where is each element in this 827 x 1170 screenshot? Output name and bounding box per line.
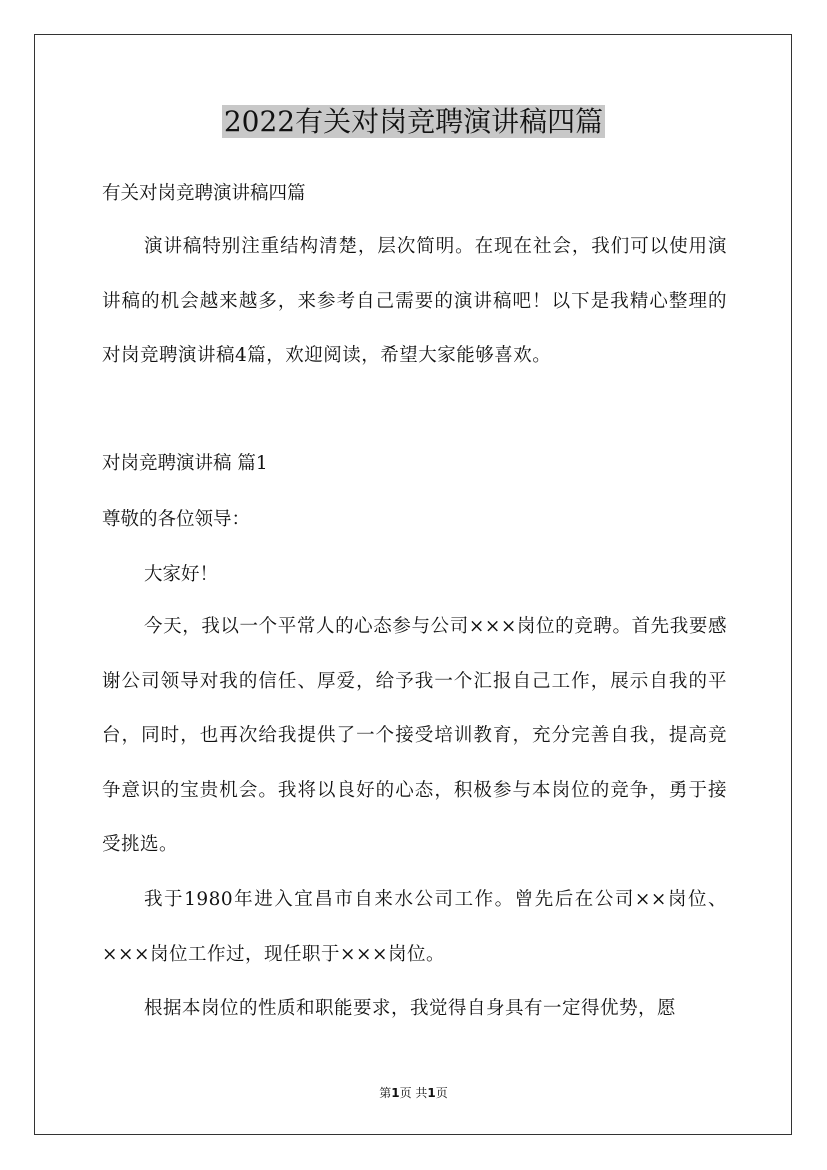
body-paragraph-2: 我于1980年进入宜昌市自来水公司工作。曾先后在公司××岗位、×××岗位工作过，现任职于×××岗位。 — [102, 889, 727, 965]
page-footer — [0, 1084, 827, 1102]
section-heading: 对岗竞聘演讲稿 篇1 — [102, 453, 268, 474]
footer-suffix: 页 — [435, 1086, 448, 1100]
footer-mid: 页 共 — [399, 1086, 428, 1100]
footer-page-total: 1 — [427, 1086, 436, 1100]
footer-page-current: 1 — [391, 1086, 400, 1100]
salutation: 尊敬的各位领导： — [102, 509, 251, 530]
body-paragraph-1: 今天，我以一个平常人的心态参与公司×××岗位的竞聘。首先我要感谢公司领导对我的信任、厚爱，给予我一个汇报自己工作，展示自我的平台，同时，也再次给我提供了一个接受培训教育，充分完善自我，提高竞争意识的宝贵机会。我将以良好的心态，积极参与本岗位的竞争，勇于接受挑选。 — [102, 616, 727, 855]
greeting: 大家好！ — [144, 564, 219, 585]
document-subtitle: 有关对岗竞聘演讲稿四篇 — [102, 183, 306, 204]
body-paragraph-3: 根据本岗位的性质和职能要求，我觉得自身具有一定得优势，愿 — [144, 998, 677, 1019]
document-title-text: 2022有关对岗竞聘演讲稿四篇 — [223, 105, 604, 138]
footer-prefix: 第 — [379, 1086, 392, 1100]
document-title — [0, 100, 827, 144]
intro-paragraph: 演讲稿特别注重结构清楚，层次简明。在现在社会，我们可以使用演讲稿的机会越来越多，来参考自己需要的演讲稿吧！以下是我精心整理的对岗竞聘演讲稿4篇，欢迎阅读，希望大家能够喜欢。 — [102, 236, 727, 366]
